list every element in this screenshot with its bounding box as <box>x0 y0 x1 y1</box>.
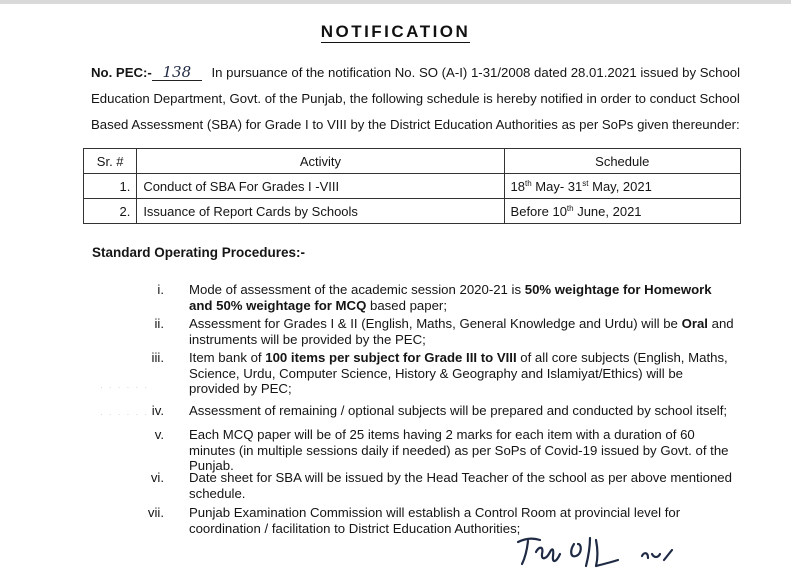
notification-body: In pursuance of the notification No. SO (A-I) 1-31/2008 dated 28.01.2021 issued by School Education Department, Govt. of the Punjab, the following schedule is hereby notified in order to conduct School Based Assessment (SBA) for Grade I to VIII by the District Education Authorities as per SoPs given thereunder: <box>91 65 741 132</box>
body-text: Assessment of remaining / optional subjects will be prepared and conducted by school itself; <box>189 403 728 418</box>
list-item-number: i. <box>157 282 164 297</box>
body-text: Punjab Examination Commission will establish a Control Room at provincial level for coordination / facilitation to District Education Authorities; <box>189 505 681 536</box>
row-sr: 2. <box>84 199 137 224</box>
header-schedule: Schedule <box>504 149 740 174</box>
signature-icon <box>512 530 692 572</box>
list-item-text <box>189 403 737 419</box>
table-row <box>84 174 741 199</box>
list-item-text <box>189 470 737 501</box>
list-item-number: iv. <box>151 403 164 418</box>
body-text: Each MCQ paper will be of 25 items having 2 marks for each item with a duration of 60 minutes (in multiple sessions daily if needed) as per SoPs of Covid-19 issued by Govt. of the Punjab. <box>189 427 729 473</box>
emphasis-text: 50% weightage for Homework and 50% weightage for MCQ <box>189 282 712 313</box>
emphasis-text: Oral <box>681 316 708 331</box>
list-item-number: ii. <box>154 316 164 331</box>
schedule-header-row <box>84 149 741 174</box>
body-text: of all core subjects (English, Maths, Science, Urdu, Computer Science, History & Geography and Islamiyat/Ethics) will be provided by PEC; <box>189 350 728 396</box>
body-text: Assessment for Grades I & II (English, Maths, General Knowledge and Urdu) will be <box>189 316 682 331</box>
body-text: Mode of assessment of the academic session 2020-21 is <box>189 282 525 297</box>
body-text: based paper; <box>366 297 447 313</box>
reference-label: No. PEC:- <box>91 65 152 80</box>
sop-heading: Standard Operating Procedures:- <box>92 245 306 260</box>
handwritten-reference-number: 138 <box>152 65 202 81</box>
list-item-text <box>189 350 737 397</box>
header-sr: Sr. # <box>84 149 137 174</box>
list-item-number: v. <box>154 427 164 442</box>
list-item-text <box>189 427 737 474</box>
schedule-table <box>83 148 741 224</box>
row-sr: 1. <box>84 174 137 199</box>
row-schedule: Before 10th June, 2021 <box>504 199 740 224</box>
header-activity: Activity <box>137 149 504 174</box>
notification-paragraph <box>91 60 763 138</box>
row-activity: Issuance of Report Cards by Schools <box>137 199 504 224</box>
table-row <box>84 199 741 224</box>
body-text: and instruments will be provided by the PEC; <box>189 316 734 347</box>
faint-scan-mark: · · · · · · <box>100 410 150 419</box>
list-item-number: vii. <box>147 505 164 520</box>
faint-scan-mark: · · · · · · <box>100 383 150 392</box>
list-item-number: iii. <box>151 350 164 365</box>
top-edge-rule <box>0 0 791 4</box>
list-item-number: vi. <box>150 470 164 485</box>
emphasis-text: 100 items per subject for Grade III to VIII <box>265 350 517 365</box>
row-schedule: 18th May- 31st May, 2021 <box>504 174 740 199</box>
body-text: Date sheet for SBA will be issued by the Head Teacher of the school as per above mentioned schedule. <box>189 470 732 501</box>
row-activity: Conduct of SBA For Grades I -VIII <box>137 174 504 199</box>
list-item-text <box>189 316 737 347</box>
list-item-text <box>189 282 737 313</box>
body-text: Item bank of <box>189 350 266 365</box>
notification-title: NOTIFICATION <box>320 22 471 41</box>
